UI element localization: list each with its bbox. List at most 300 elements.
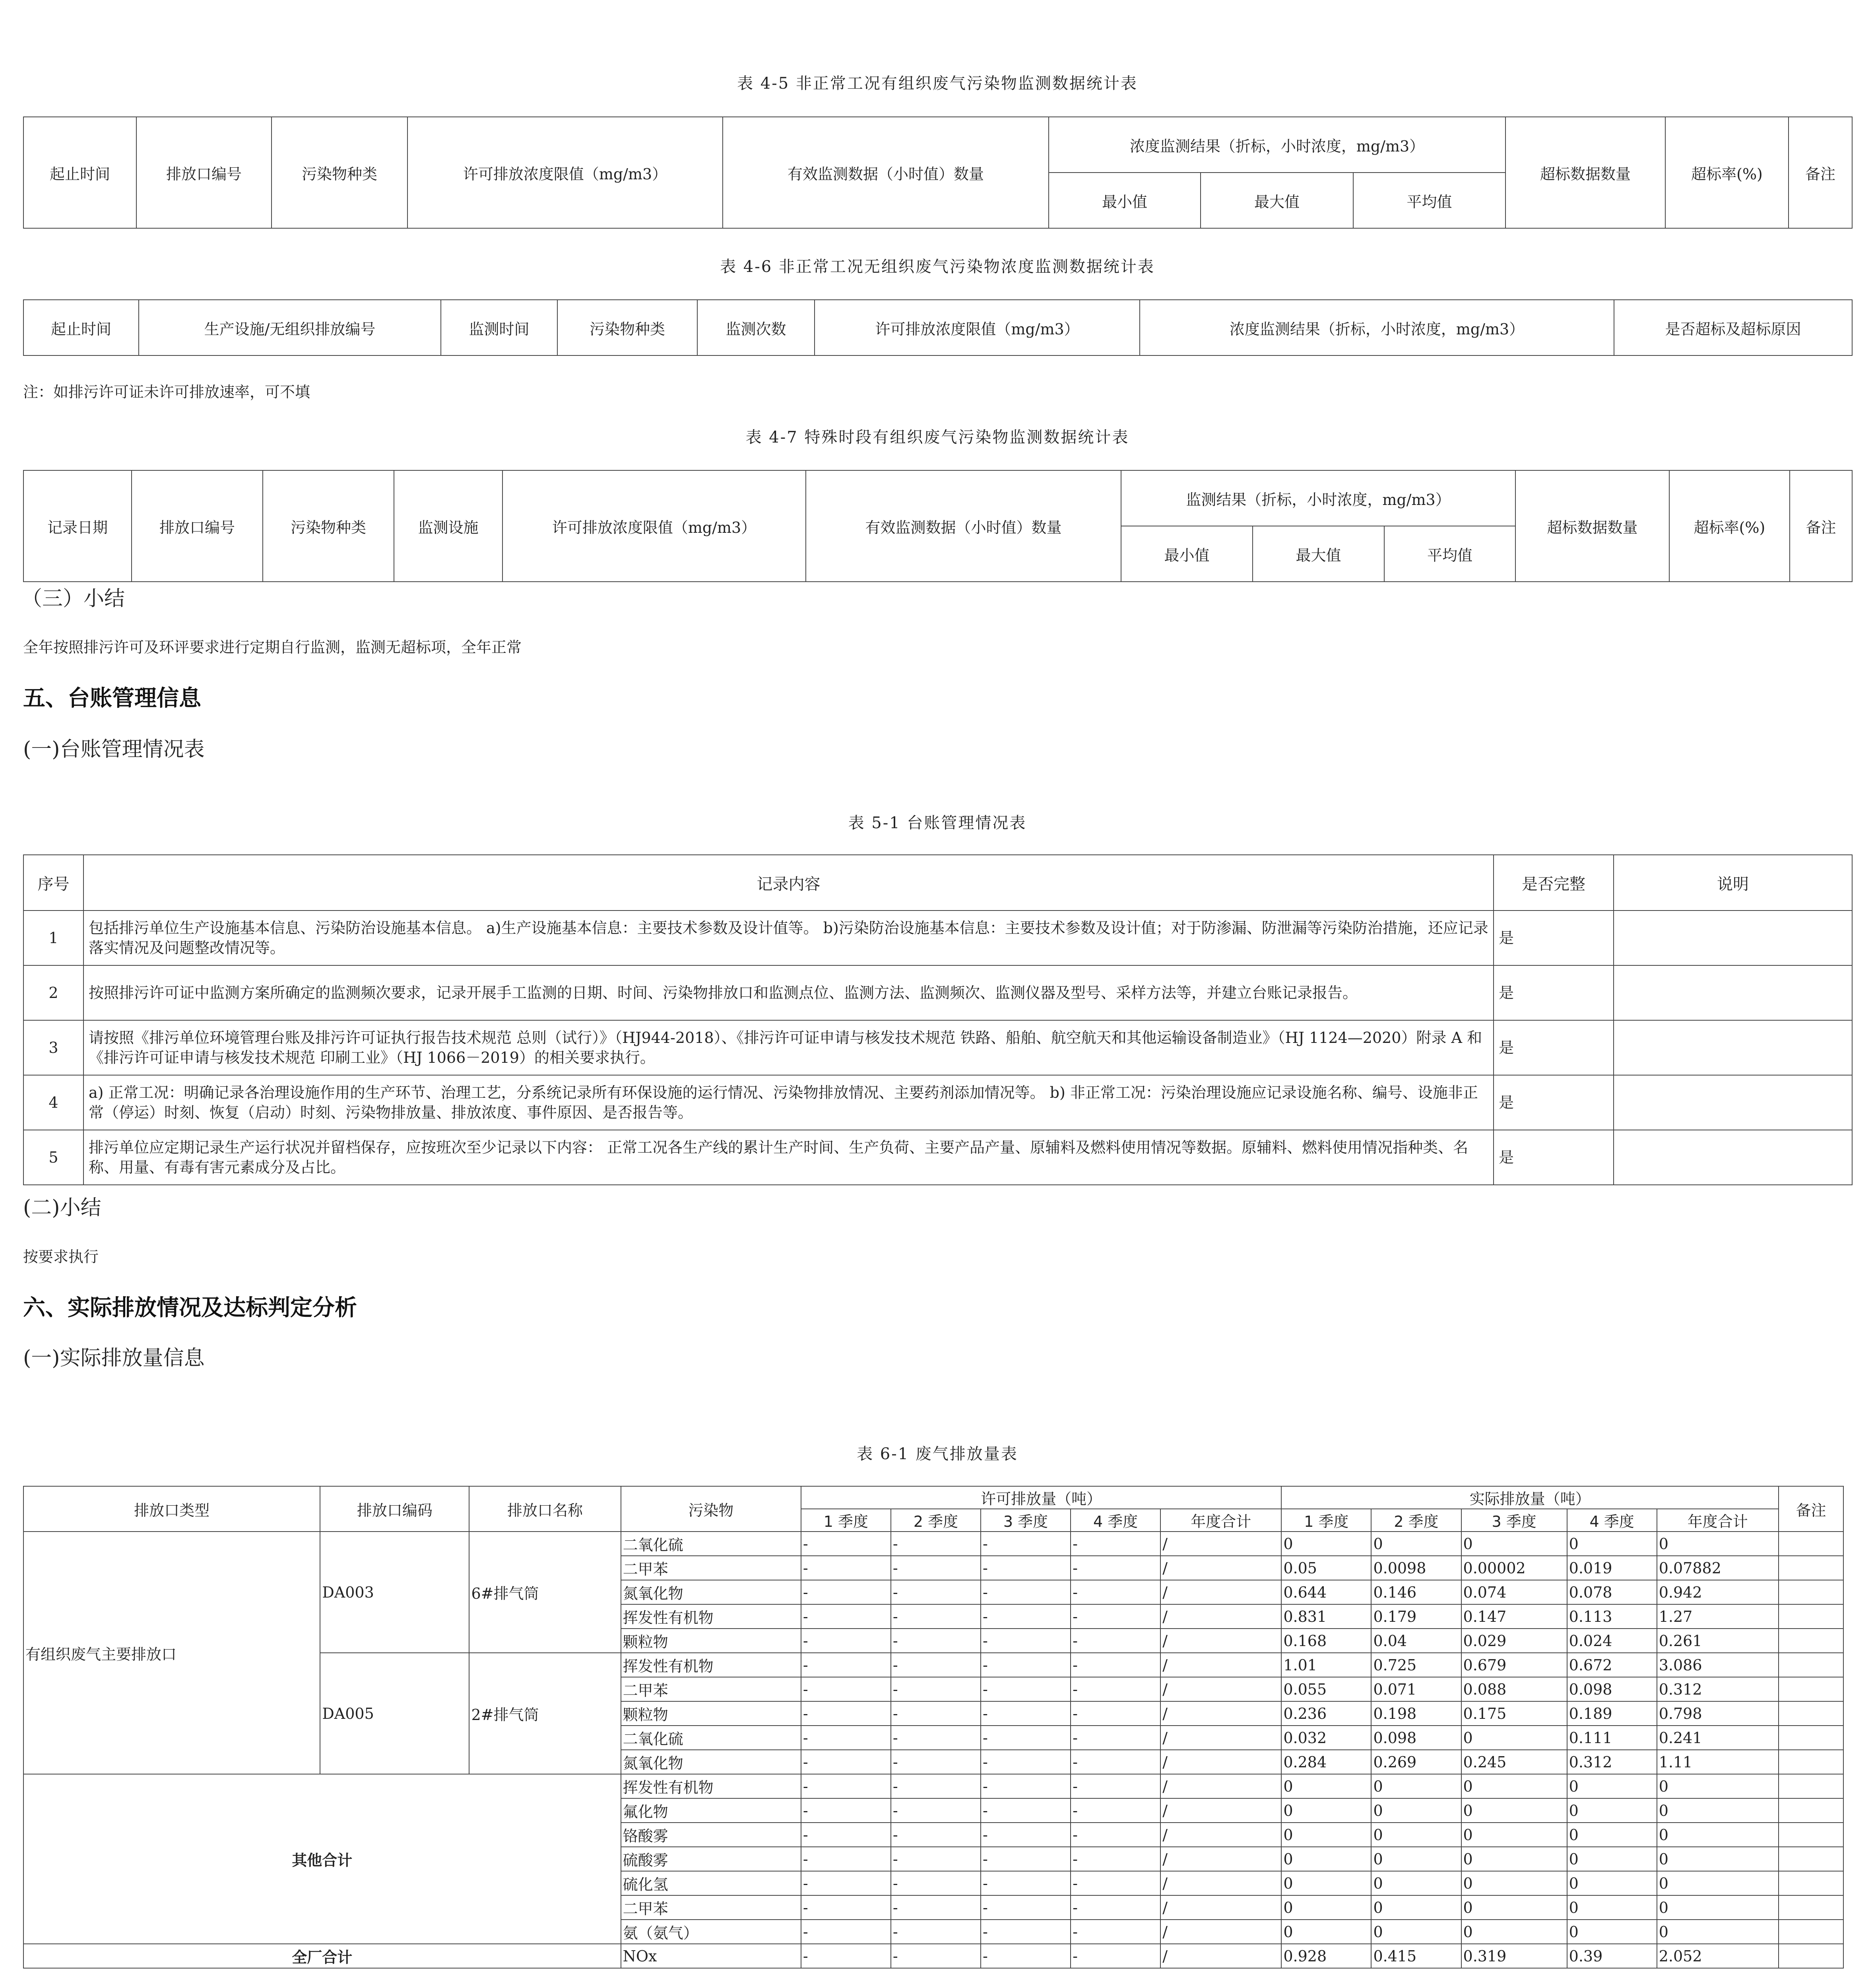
header-cell: 备注 [1779, 1486, 1843, 1532]
pollutant-cell: 颗粒物 [621, 1701, 801, 1726]
table-4-7-caption: 表 4-7 特殊时段有组织废气污染物监测数据统计表 [745, 428, 1129, 447]
header-cell: 排放口编号 [132, 470, 263, 582]
actual-value: 0 [1281, 1847, 1371, 1871]
permit-value: - [801, 1701, 891, 1726]
permit-annual: / [1160, 1726, 1281, 1750]
permit-value: - [1071, 1944, 1160, 1968]
actual-value: 0.245 [1461, 1750, 1567, 1774]
table-row [23, 1774, 1843, 1798]
actual-value: 0 [1281, 1823, 1371, 1847]
permit-value: - [801, 1580, 891, 1604]
header-cell: 监测设施 [394, 470, 502, 582]
permit-value: - [981, 1895, 1071, 1920]
actual-value: 0.113 [1567, 1604, 1657, 1629]
actual-value: 0 [1567, 1895, 1657, 1920]
quarter-header: 年度合计 [1657, 1509, 1779, 1532]
actual-value: 0 [1281, 1895, 1371, 1920]
actual-value: 0 [1371, 1774, 1461, 1798]
permit-value: - [981, 1653, 1071, 1677]
pollutant-cell: NOx [621, 1944, 801, 1968]
permit-value: - [801, 1653, 891, 1677]
table-5-1-caption: 表 5-1 台账管理情况表 [848, 814, 1027, 832]
actual-value: 0.312 [1657, 1677, 1779, 1701]
actual-value: 0.074 [1461, 1580, 1567, 1604]
permit-value: - [981, 1629, 1071, 1653]
actual-value: 0 [1567, 1532, 1657, 1556]
remark-cell [1614, 965, 1852, 1020]
actual-value: 0.725 [1371, 1653, 1461, 1677]
actual-value: 0 [1281, 1774, 1371, 1798]
actual-value: 0 [1567, 1798, 1657, 1823]
header-cell: 超标数据数量 [1515, 470, 1669, 582]
header-cell: 污染物 [621, 1486, 801, 1532]
pollutant-cell: 挥发性有机物 [621, 1774, 801, 1798]
header-cell: 许可排放浓度限值（mg/m3） [407, 117, 723, 228]
pollutant-cell: 氟化物 [621, 1798, 801, 1823]
actual-value: 3.086 [1657, 1653, 1779, 1677]
permit-value: - [891, 1556, 981, 1580]
actual-value: 0.019 [1567, 1556, 1657, 1580]
actual-value: 0.241 [1657, 1726, 1779, 1750]
actual-value: 0.942 [1657, 1580, 1779, 1604]
permit-value: - [1071, 1895, 1160, 1920]
permit-value: - [891, 1798, 981, 1823]
header-cell: 污染物种类 [272, 117, 407, 228]
pollutant-cell: 二甲苯 [621, 1556, 801, 1580]
permit-value: - [801, 1750, 891, 1774]
permit-value: - [801, 1823, 891, 1847]
header-cell: 排放口类型 [23, 1486, 320, 1532]
permit-annual: / [1160, 1798, 1281, 1823]
permit-value: - [1071, 1532, 1160, 1556]
permit-value: - [801, 1726, 891, 1750]
header-cell: 起止时间 [23, 117, 136, 228]
actual-value: 0.098 [1371, 1726, 1461, 1750]
permit-value: - [801, 1604, 891, 1629]
actual-value: 0 [1371, 1847, 1461, 1871]
header-cell: 浓度监测结果（折标，小时浓度，mg/m3） [1140, 300, 1614, 355]
actual-value: 0 [1567, 1774, 1657, 1798]
quarter-header: 4 季度 [1071, 1509, 1160, 1532]
pollutant-cell: 二氧化硫 [621, 1726, 801, 1750]
remark-cell [1779, 1847, 1843, 1871]
remark-cell [1614, 1075, 1852, 1130]
permit-value: - [891, 1677, 981, 1701]
permit-annual: / [1160, 1556, 1281, 1580]
permit-value: - [801, 1920, 891, 1944]
header-cell: 监测结果（折标，小时浓度，mg/m3） [1121, 470, 1515, 526]
permit-value: - [891, 1726, 981, 1750]
actual-value: 0.175 [1461, 1701, 1567, 1726]
actual-value: 0 [1657, 1774, 1779, 1798]
permit-value: - [981, 1944, 1071, 1968]
permit-value: - [801, 1532, 891, 1556]
record-content: 包括排污单位生产设施基本信息、污染防治设施基本信息。 a)生产设施基本信息：主要技术参数及设计值等。 b)污染防治设施基本信息：主要技术参数及设计值；对于防渗漏、防泄漏等污染防治措施，还应记录落实情况及问题整改情况等。 [83, 911, 1494, 965]
section-6-subtitle: (一)实际排放量信息 [23, 1346, 205, 1370]
permit-value: - [891, 1920, 981, 1944]
quarter-header: 3 季度 [1461, 1509, 1567, 1532]
pollutant-cell: 二氧化硫 [621, 1532, 801, 1556]
actual-value: 0 [1567, 1823, 1657, 1847]
actual-value: 0 [1281, 1532, 1371, 1556]
table-4-6 [23, 299, 1853, 356]
permit-annual: / [1160, 1677, 1281, 1701]
remark-cell [1614, 911, 1852, 965]
permit-value: - [801, 1677, 891, 1701]
header-cell: 起止时间 [23, 300, 139, 355]
actual-value: 0.39 [1567, 1944, 1657, 1968]
actual-value: 0 [1657, 1532, 1779, 1556]
actual-value: 0 [1657, 1823, 1779, 1847]
permit-value: - [801, 1774, 891, 1798]
actual-value: 0 [1461, 1871, 1567, 1895]
permit-value: - [1071, 1580, 1160, 1604]
remark-cell [1779, 1580, 1843, 1604]
permit-value: - [981, 1701, 1071, 1726]
header-cell: 超标数据数量 [1505, 117, 1665, 228]
actual-value: 0 [1461, 1847, 1567, 1871]
header-cell: 有效监测数据（小时值）数量 [806, 470, 1121, 582]
pollutant-cell: 硫酸雾 [621, 1847, 801, 1871]
header-cell: 浓度监测结果（折标，小时浓度，mg/m3） [1049, 117, 1505, 173]
actual-value: 0 [1461, 1532, 1567, 1556]
actual-value: 0.0098 [1371, 1556, 1461, 1580]
permit-annual: / [1160, 1847, 1281, 1871]
permit-annual: / [1160, 1823, 1281, 1847]
permit-value: - [801, 1871, 891, 1895]
table-row [23, 1130, 1852, 1185]
permit-value: - [891, 1944, 981, 1968]
actual-value: 0.319 [1461, 1944, 1567, 1968]
permit-value: - [981, 1677, 1071, 1701]
header-cell: 监测时间 [441, 300, 557, 355]
permit-annual: / [1160, 1944, 1281, 1968]
actual-value: 0.088 [1461, 1677, 1567, 1701]
pollutant-cell: 二甲苯 [621, 1677, 801, 1701]
header-cell: 许可排放量（吨） [801, 1486, 1282, 1509]
table-row [23, 1944, 1843, 1968]
permit-value: - [1071, 1726, 1160, 1750]
pollutant-cell: 硫化氢 [621, 1871, 801, 1895]
pollutant-cell: 挥发性有机物 [621, 1604, 801, 1629]
outlet-type-cell: 有组织废气主要排放口 [23, 1532, 320, 1774]
table-5-1 [23, 854, 1853, 1185]
permit-value: - [981, 1604, 1071, 1629]
permit-annual: / [1160, 1895, 1281, 1920]
remark-cell [1779, 1920, 1843, 1944]
section-5-summary-title: (二)小结 [23, 1196, 101, 1220]
header-cell: 许可排放浓度限值（mg/m3） [502, 470, 806, 582]
permit-value: - [801, 1895, 891, 1920]
quarter-header: 年度合计 [1160, 1509, 1281, 1532]
complete-flag: 是 [1494, 965, 1614, 1020]
permit-value: - [1071, 1823, 1160, 1847]
quarter-header: 4 季度 [1567, 1509, 1657, 1532]
header-cell: 污染物种类 [557, 300, 697, 355]
actual-value: 0.029 [1461, 1629, 1567, 1653]
actual-value: 0.928 [1281, 1944, 1371, 1968]
permit-value: - [1071, 1750, 1160, 1774]
permit-annual: / [1160, 1774, 1281, 1798]
actual-value: 0.07882 [1657, 1556, 1779, 1580]
actual-value: 0.00002 [1461, 1556, 1567, 1580]
actual-value: 0 [1461, 1726, 1567, 1750]
permit-value: - [801, 1556, 891, 1580]
actual-value: 0.415 [1371, 1944, 1461, 1968]
row-number: 4 [23, 1075, 83, 1130]
remark-cell [1779, 1798, 1843, 1823]
permit-annual: / [1160, 1629, 1281, 1653]
actual-value: 0.05 [1281, 1556, 1371, 1580]
pollutant-cell: 颗粒物 [621, 1629, 801, 1653]
header-cell: 污染物种类 [263, 470, 394, 582]
permit-value: - [1071, 1677, 1160, 1701]
remark-cell [1779, 1532, 1843, 1556]
remark-cell [1614, 1020, 1852, 1075]
permit-value: - [981, 1823, 1071, 1847]
permit-value: - [1071, 1653, 1160, 1677]
permit-value: - [1071, 1871, 1160, 1895]
actual-value: 0.032 [1281, 1726, 1371, 1750]
permit-value: - [891, 1823, 981, 1847]
actual-value: 0.071 [1371, 1677, 1461, 1701]
remark-cell [1779, 1701, 1843, 1726]
header-cell: 序号 [23, 855, 83, 911]
permit-value: - [891, 1847, 981, 1871]
actual-value: 0.179 [1371, 1604, 1461, 1629]
permit-annual: / [1160, 1532, 1281, 1556]
permit-value: - [981, 1556, 1071, 1580]
permit-value: - [891, 1604, 981, 1629]
actual-value: 0 [1461, 1798, 1567, 1823]
actual-value: 0.098 [1567, 1677, 1657, 1701]
row-number: 2 [23, 965, 83, 1020]
subheader-cell: 平均值 [1353, 173, 1505, 228]
actual-value: 0.269 [1371, 1750, 1461, 1774]
header-cell: 备注 [1789, 117, 1852, 228]
header-cell: 超标率(%) [1665, 117, 1789, 228]
actual-value: 0.147 [1461, 1604, 1567, 1629]
pollutant-cell: 铬酸雾 [621, 1823, 801, 1847]
actual-value: 1.27 [1657, 1604, 1779, 1629]
header-cell: 记录内容 [83, 855, 1494, 911]
header-cell: 备注 [1790, 470, 1852, 582]
header-cell: 是否完整 [1494, 855, 1614, 911]
permit-value: - [1071, 1556, 1160, 1580]
header-cell: 说明 [1614, 855, 1852, 911]
table-4-6-caption: 表 4-6 非正常工况无组织废气污染物浓度监测数据统计表 [720, 258, 1155, 276]
header-cell: 是否超标及超标原因 [1614, 300, 1852, 355]
section-6-title: 六、实际排放情况及达标判定分析 [23, 1295, 357, 1321]
permit-value: - [981, 1798, 1071, 1823]
actual-value: 0.111 [1567, 1726, 1657, 1750]
actual-value: 1.11 [1657, 1750, 1779, 1774]
subheader-cell: 最大值 [1201, 173, 1353, 228]
remark-cell [1779, 1750, 1843, 1774]
outlet-code-cell: DA003 [320, 1532, 469, 1653]
actual-value: 0.198 [1371, 1701, 1461, 1726]
complete-flag: 是 [1494, 1130, 1614, 1185]
permit-value: - [1071, 1920, 1160, 1944]
actual-value: 0 [1371, 1532, 1461, 1556]
pollutant-cell: 氮氧化物 [621, 1750, 801, 1774]
permit-value: - [891, 1701, 981, 1726]
actual-value: 0 [1461, 1895, 1567, 1920]
outlet-name-cell: 6#排气筒 [469, 1532, 621, 1653]
permit-value: - [801, 1847, 891, 1871]
table-6-1-caption: 表 6-1 废气排放量表 [857, 1445, 1018, 1463]
permit-annual: / [1160, 1604, 1281, 1629]
permit-value: - [981, 1532, 1071, 1556]
table-4-6-note: 注：如排污许可证未许可排放速率，可不填 [23, 383, 310, 401]
actual-value: 0.078 [1567, 1580, 1657, 1604]
permit-value: - [981, 1726, 1071, 1750]
permit-value: - [891, 1653, 981, 1677]
header-cell: 排放口名称 [469, 1486, 621, 1532]
actual-value: 0.644 [1281, 1580, 1371, 1604]
actual-value: 0.024 [1567, 1629, 1657, 1653]
header-cell: 超标率(%) [1669, 470, 1790, 582]
outlet-name-cell: 2#排气筒 [469, 1653, 621, 1774]
section-summary-text: 全年按照排污许可及环评要求进行定期自行监测，监测无超标项，全年正常 [23, 639, 522, 656]
record-content: 请按照《排污单位环境管理台账及排污许可证执行报告技术规范 总则（试行）》（HJ944-2018）、《排污许可证申请与核发技术规范 铁路、船舶、航空航天和其他运输设备制造业》（HJ 1124—2020）附录 A 和《排污许可证申请与核发技术规范 印刷工业》（HJ 1066－2019）的相关要求执行。 [83, 1020, 1494, 1075]
section-5-subtitle: (一)台账管理情况表 [23, 738, 205, 761]
plant-total-label: 全厂合计 [23, 1944, 621, 1968]
permit-value: - [891, 1532, 981, 1556]
actual-value: 0 [1371, 1895, 1461, 1920]
remark-cell [1614, 1130, 1852, 1185]
header-cell: 生产设施/无组织排放编号 [139, 300, 441, 355]
remark-cell [1779, 1871, 1843, 1895]
remark-cell [1779, 1653, 1843, 1677]
actual-value: 0 [1567, 1847, 1657, 1871]
quarter-header: 1 季度 [1281, 1509, 1371, 1532]
permit-value: - [981, 1847, 1071, 1871]
actual-value: 0 [1461, 1823, 1567, 1847]
permit-value: - [801, 1798, 891, 1823]
record-content: 按照排污许可证中监测方案所确定的监测频次要求，记录开展手工监测的日期、时间、污染物排放口和监测点位、监测方法、监测频次、监测仪器及型号、采样方法等，并建立台账记录报告。 [83, 965, 1494, 1020]
actual-value: 0 [1281, 1798, 1371, 1823]
remark-cell [1779, 1629, 1843, 1653]
outlet-code-cell: DA005 [320, 1653, 469, 1774]
actual-value: 0.189 [1567, 1701, 1657, 1726]
actual-value: 0.168 [1281, 1629, 1371, 1653]
permit-value: - [981, 1580, 1071, 1604]
permit-value: - [1071, 1847, 1160, 1871]
actual-value: 0 [1567, 1871, 1657, 1895]
header-cell: 排放口编码 [320, 1486, 469, 1532]
pollutant-cell: 氮氧化物 [621, 1580, 801, 1604]
table-row [23, 1075, 1852, 1130]
table-row [23, 1532, 1843, 1556]
actual-value: 0 [1371, 1798, 1461, 1823]
actual-value: 0.261 [1657, 1629, 1779, 1653]
complete-flag: 是 [1494, 911, 1614, 965]
other-total-label: 其他合计 [23, 1774, 621, 1944]
actual-value: 0 [1461, 1920, 1567, 1944]
actual-value: 0 [1657, 1895, 1779, 1920]
section-5-summary-text: 按要求执行 [23, 1248, 99, 1266]
actual-value: 0.679 [1461, 1653, 1567, 1677]
record-content: 排污单位应定期记录生产运行状况并留档保存，应按班次至少记录以下内容： 正常工况各生产线的累计生产时间、生产负荷、主要产品产量、原辅料及燃料使用情况等数据。原辅料、燃料使用情况指种类、名称、用量、有毒有害元素成分及占比。 [83, 1130, 1494, 1185]
permit-annual: / [1160, 1920, 1281, 1944]
record-content: a) 正常工况：明确记录各治理设施作用的生产环节、治理工艺，分系统记录所有环保设施的运行情况、污染物排放情况、主要药剂添加情况等。 b) 非正常工况：污染治理设施应记录设施名称、编号、设施非正常（停运）时刻、恢复（启动）时刻、污染物排放量、排放浓度、事件原因、是否报告等。 [83, 1075, 1494, 1130]
header-cell: 排放口编号 [136, 117, 272, 228]
actual-value: 2.052 [1657, 1944, 1779, 1968]
header-cell: 监测次数 [697, 300, 815, 355]
permit-value: - [1071, 1798, 1160, 1823]
actual-value: 0 [1657, 1871, 1779, 1895]
table-row [23, 911, 1852, 965]
actual-value: 0.672 [1567, 1653, 1657, 1677]
complete-flag: 是 [1494, 1020, 1614, 1075]
remark-cell [1779, 1726, 1843, 1750]
permit-value: - [1071, 1701, 1160, 1726]
quarter-header: 3 季度 [981, 1509, 1071, 1532]
remark-cell [1779, 1895, 1843, 1920]
row-number: 1 [23, 911, 83, 965]
section-5-title: 五、台账管理信息 [23, 685, 201, 711]
actual-value: 0.055 [1281, 1677, 1371, 1701]
pollutant-cell: 二甲苯 [621, 1895, 801, 1920]
actual-value: 0 [1371, 1871, 1461, 1895]
permit-annual: / [1160, 1871, 1281, 1895]
permit-value: - [1071, 1774, 1160, 1798]
actual-value: 0.04 [1371, 1629, 1461, 1653]
subheader-cell: 最小值 [1121, 526, 1253, 582]
actual-value: 0 [1567, 1920, 1657, 1944]
permit-value: - [891, 1580, 981, 1604]
header-cell: 实际排放量（吨） [1281, 1486, 1779, 1509]
permit-annual: / [1160, 1750, 1281, 1774]
quarter-header: 2 季度 [1371, 1509, 1461, 1532]
actual-value: 0 [1657, 1920, 1779, 1944]
permit-annual: / [1160, 1653, 1281, 1677]
remark-cell [1779, 1944, 1843, 1968]
row-number: 5 [23, 1130, 83, 1185]
header-cell: 许可排放浓度限值（mg/m3） [815, 300, 1140, 355]
table-row [23, 965, 1852, 1020]
section-summary-title: （三）小结 [21, 587, 125, 611]
actual-value: 0 [1461, 1774, 1567, 1798]
permit-value: - [981, 1920, 1071, 1944]
actual-value: 0.798 [1657, 1701, 1779, 1726]
header-cell: 有效监测数据（小时值）数量 [723, 117, 1049, 228]
actual-value: 0.236 [1281, 1701, 1371, 1726]
permit-value: - [981, 1871, 1071, 1895]
actual-value: 0 [1281, 1920, 1371, 1944]
pollutant-cell: 氨（氨气） [621, 1920, 801, 1944]
quarter-header: 1 季度 [801, 1509, 891, 1532]
actual-value: 0 [1371, 1920, 1461, 1944]
permit-annual: / [1160, 1701, 1281, 1726]
permit-value: - [981, 1774, 1071, 1798]
permit-value: - [891, 1774, 981, 1798]
actual-value: 0 [1371, 1823, 1461, 1847]
pollutant-cell: 挥发性有机物 [621, 1653, 801, 1677]
remark-cell [1779, 1677, 1843, 1701]
subheader-cell: 最大值 [1253, 526, 1384, 582]
actual-value: 0 [1657, 1798, 1779, 1823]
row-number: 3 [23, 1020, 83, 1075]
table-4-7 [23, 470, 1853, 582]
quarter-header: 2 季度 [891, 1509, 981, 1532]
permit-value: - [891, 1750, 981, 1774]
remark-cell [1779, 1823, 1843, 1847]
permit-value: - [1071, 1604, 1160, 1629]
table-4-5-caption: 表 4-5 非正常工况有组织废气污染物监测数据统计表 [737, 74, 1138, 93]
permit-value: - [891, 1895, 981, 1920]
